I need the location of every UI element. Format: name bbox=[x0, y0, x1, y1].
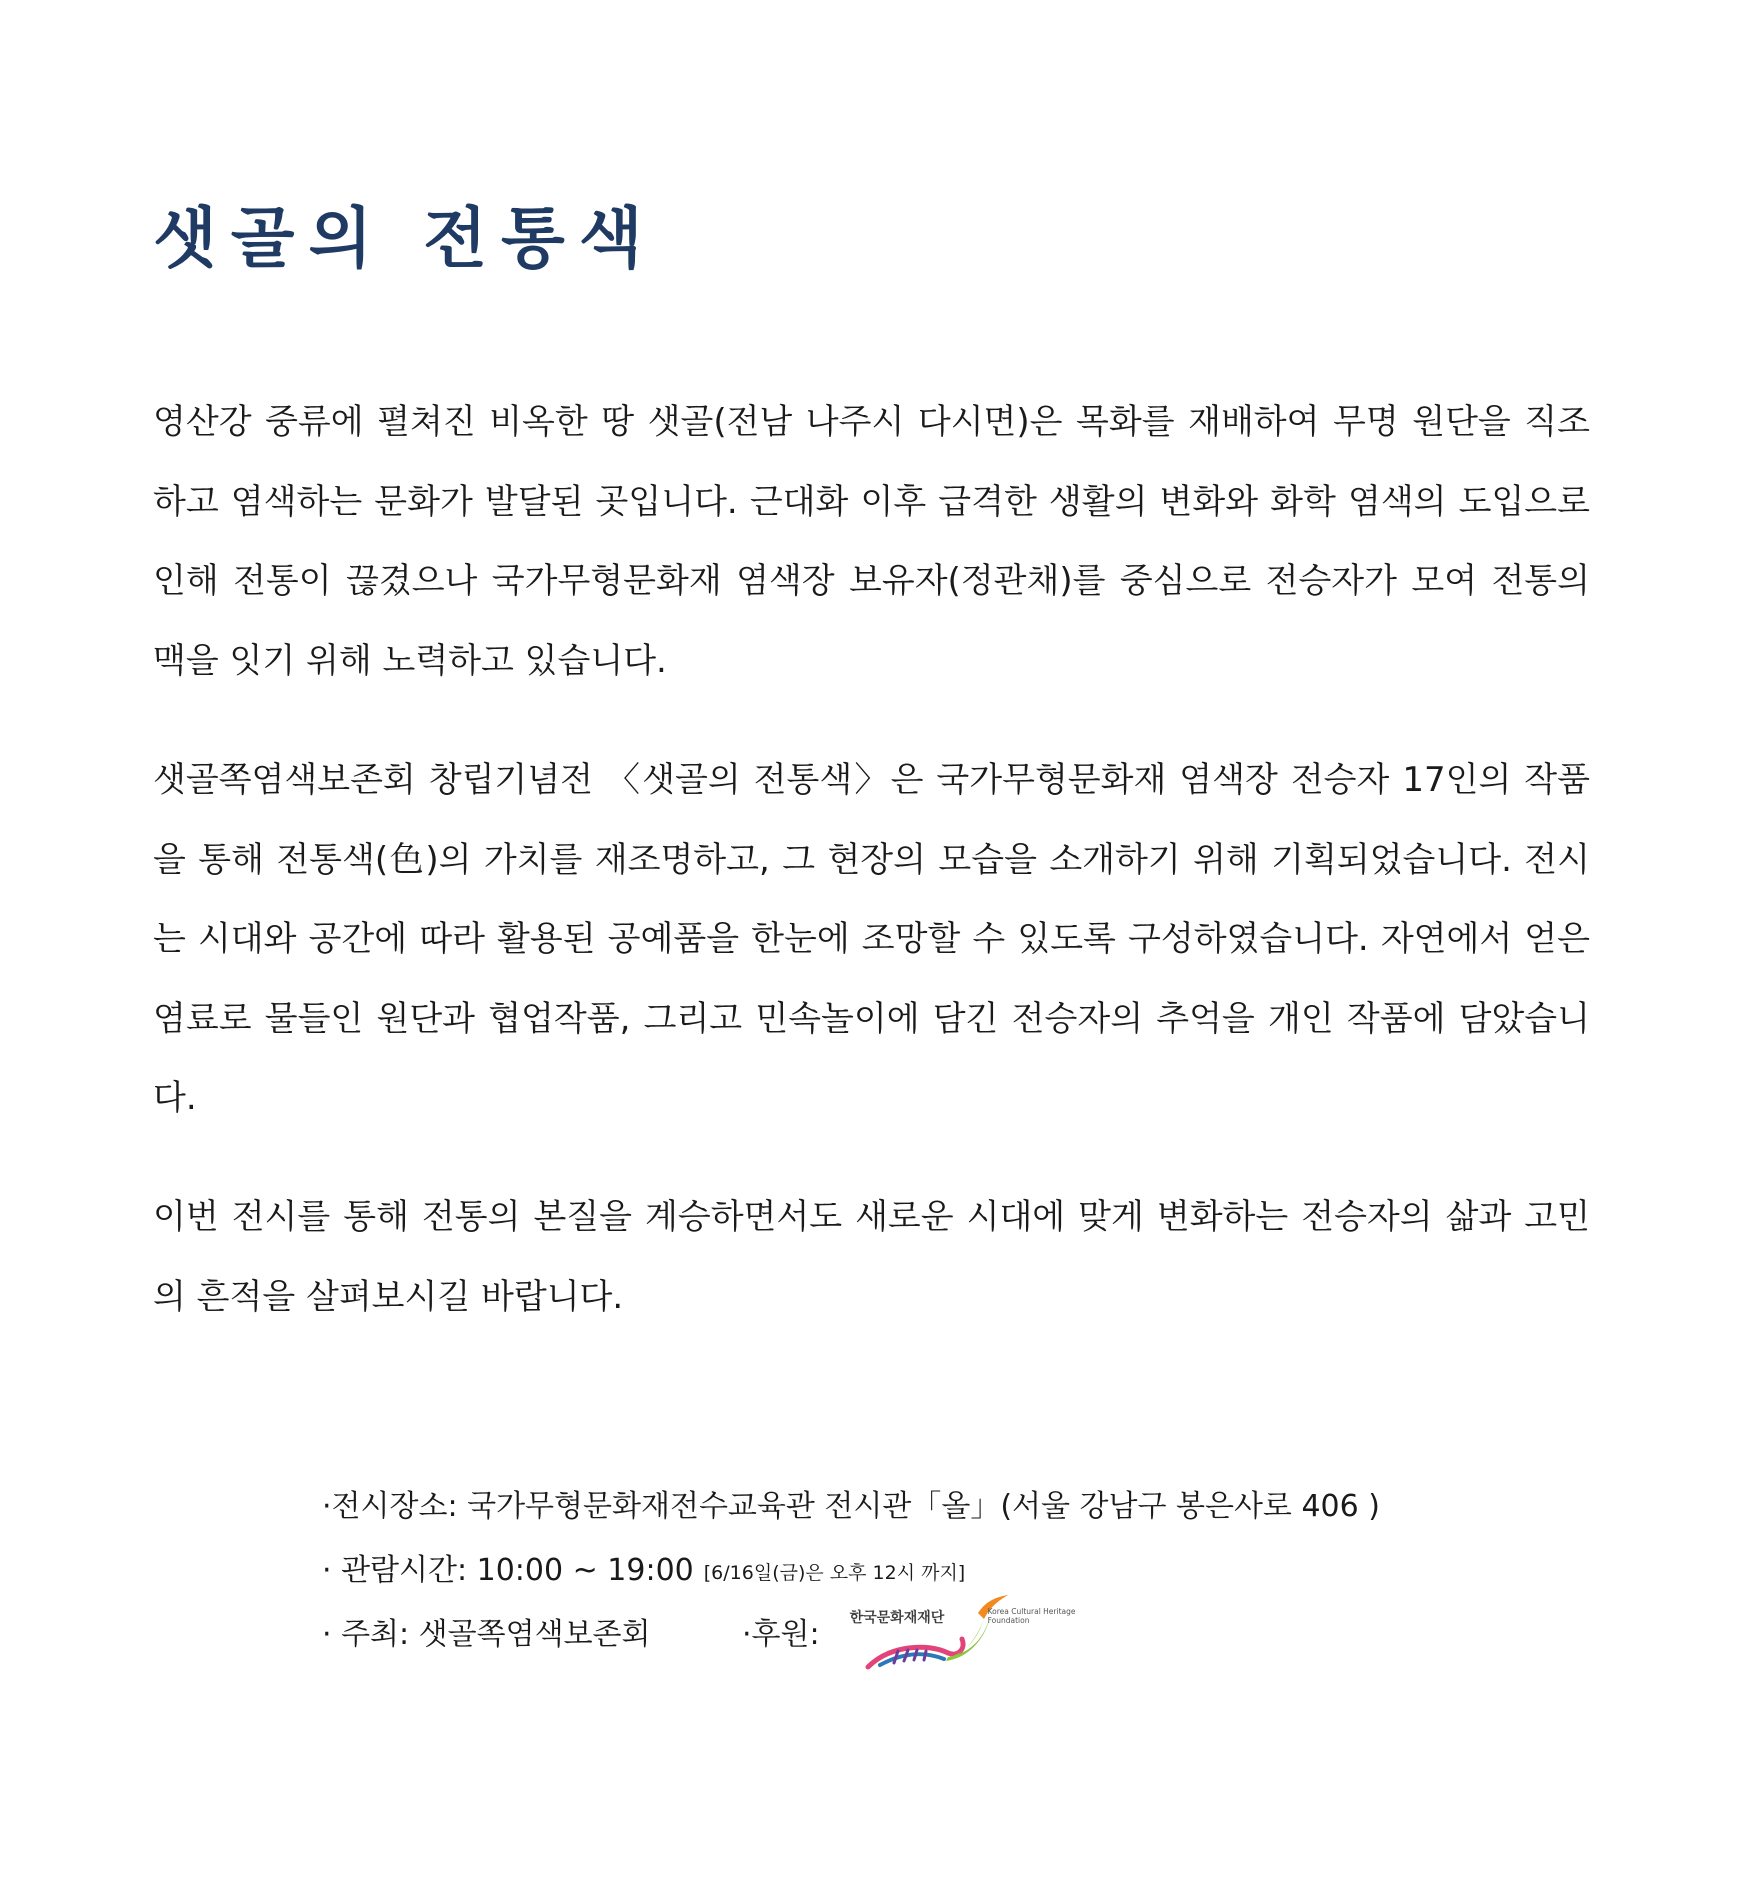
hours-text: · 관람시간: 10:00 ~ 19:00 bbox=[322, 1553, 694, 1588]
logo-ribbon-icon bbox=[850, 1593, 1070, 1673]
closing-paragraph bbox=[153, 1178, 1590, 1337]
exhibition-paragraph bbox=[153, 741, 1590, 1139]
hours-note: [6/16일(금)은 오후 12시 까지] bbox=[703, 1562, 966, 1584]
host-sponsor-line bbox=[322, 1603, 1422, 1667]
host-text: · 주최: 샛골쪽염색보존회 bbox=[322, 1617, 651, 1652]
paragraph-text: 이번 전시를 통해 전통의 본질을 계승하면서도 새로운 시대에 맞게 변화하는 전승자의 삶과 고민의 흔적을 살펴보시길 바랍니다. bbox=[153, 1197, 1590, 1317]
sponsor-logo bbox=[849, 1593, 1076, 1673]
exhibition-info bbox=[322, 1475, 1422, 1667]
intro-paragraph bbox=[153, 383, 1590, 701]
paragraph-text: 샛골쪽염색보존회 창립기념전 〈샛골의 전통색〉은 국가무형문화재 염색장 전승자 17인의 작품을 통해 전통색(色)의 가치를 재조명하고, 그 현장의 모습을 소개하기 위해 기획되었습니다. 전시는 시대와 공간에 따라 활용된 공예품을 한눈에 조망할 수 있도록 구성하였습니다. 자연에서 얻은 염료로 물들인 원단과 협업작품, 그리고 민속놀이에 담긴 전승자의 추억을 개인 작품에 담았습니다. bbox=[153, 760, 1590, 1118]
venue-line bbox=[322, 1475, 1422, 1539]
page-title: 샛골의 전통색 bbox=[153, 199, 657, 277]
sponsor-label: ·후원: bbox=[742, 1617, 820, 1652]
logo-name-ko: 한국문화재재단 bbox=[849, 1610, 945, 1626]
sponsor bbox=[742, 1603, 1076, 1667]
venue-text: ·전시장소: 국가무형문화재전수교육관 전시관「올」(서울 강남구 봉은사로 406 ) bbox=[322, 1489, 1380, 1524]
logo-name-en: Korea Cultural Heritage Foundation bbox=[987, 1607, 1076, 1625]
paragraph-text: 영산강 중류에 펼쳐진 비옥한 땅 샛골(전남 나주시 다시면)은 목화를 재배하여 무명 원단을 직조하고 염색하는 문화가 발달된 곳입니다. 근대화 이후 급격한 생활의 변화와 화학 염색의 도입으로 인해 전통이 끊겼으나 국가무형문화재 염색장 보유자(정관채)를 중심으로 전승자가 모여 전통의 맥을 잇기 위해 노력하고 있습니다. bbox=[153, 402, 1590, 681]
